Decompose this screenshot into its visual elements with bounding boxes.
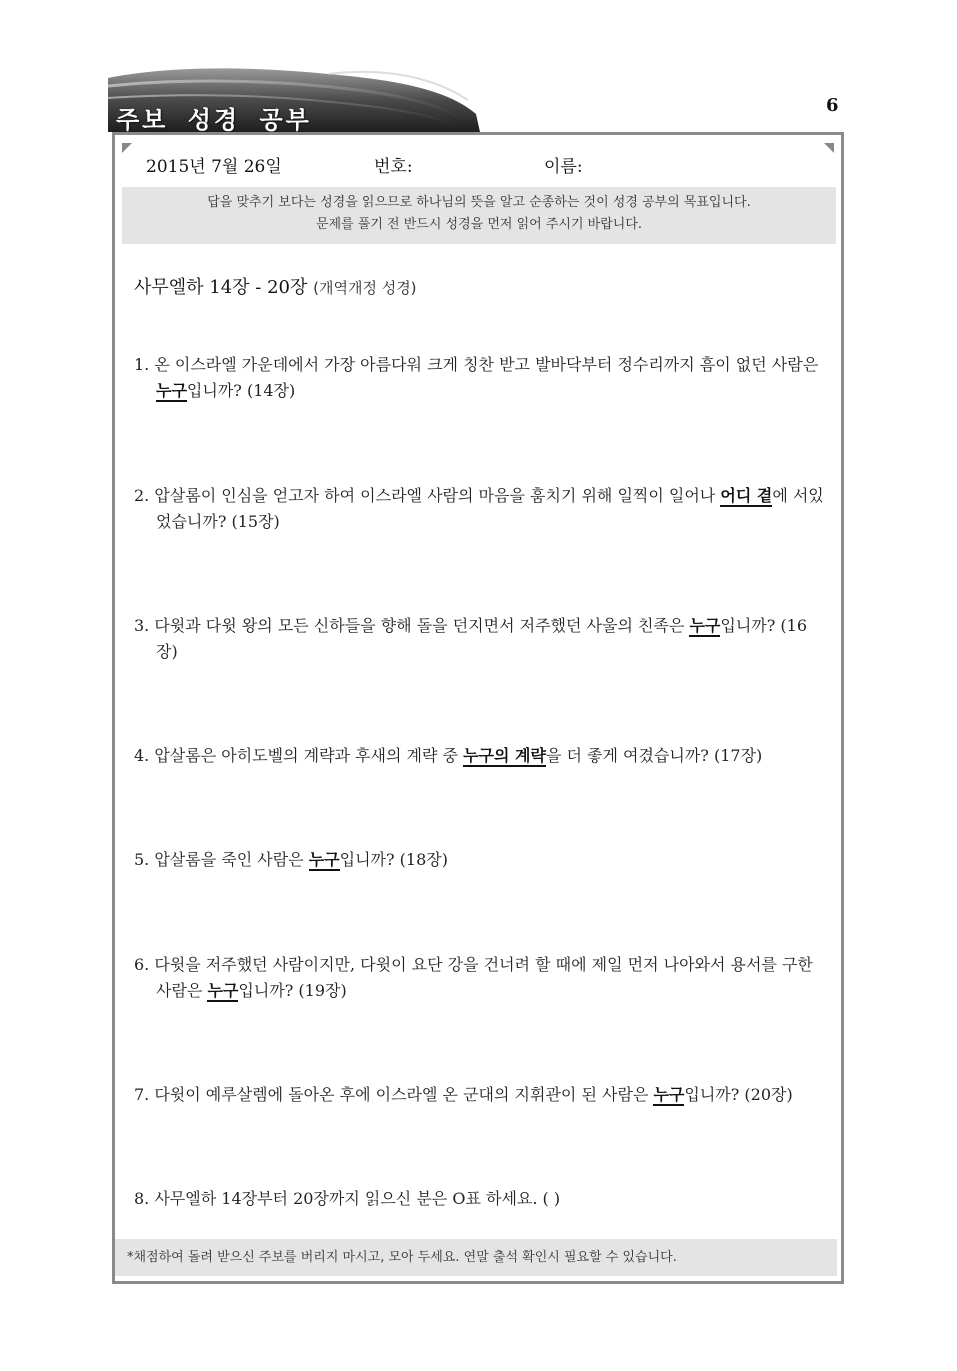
question-text: 4. 압살롬은 아히도벨의 계략과 후새의 계략 중 <box>134 746 464 765</box>
date-text: 2015년 7월 26일 <box>146 157 282 177</box>
question-text-end: 입니까? (19장) <box>238 981 347 1000</box>
question-keyword: 어디 곁 <box>720 486 773 505</box>
header-title: 주보 성경 공부 <box>116 106 312 134</box>
question-7 <box>134 1082 824 1108</box>
number-label: 번호: <box>374 157 413 177</box>
question-3 <box>134 613 824 665</box>
page-number: 6 <box>826 95 839 116</box>
corner-decoration-right <box>824 143 834 153</box>
question-text: 2. 압살롬이 인심을 얻고자 하여 이스라엘 사람의 마음을 훔치기 위해 일찍이 일어나 <box>134 486 721 505</box>
name-label: 이름: <box>544 157 583 177</box>
book-title-version: (개역개정 성경) <box>313 279 417 297</box>
question-keyword: 누구의 계략 <box>463 746 546 765</box>
question-4 <box>134 743 824 769</box>
question-keyword: 누구 <box>207 981 239 1000</box>
question-text: 8. 사무엘하 14장부터 20장까지 읽으신 분은 O표 하세요. ( ) <box>134 1189 561 1208</box>
question-text-end: 입니까? (18장) <box>339 850 448 869</box>
question-keyword: 누구 <box>308 850 340 869</box>
book-title <box>134 273 417 299</box>
question-keyword: 누구 <box>689 616 721 635</box>
question-text-end: 입니까? (16장) <box>156 616 807 661</box>
question-text-end: 입니까? (14장) <box>186 381 296 400</box>
question-text: 7. 다윗이 예루살렘에 돌아온 후에 이스라엘 온 군대의 지휘관이 된 사람은 <box>134 1085 654 1104</box>
question-text-end: 을 더 좋게 여겼습니까? (17장) <box>545 746 763 765</box>
content-frame <box>112 132 844 1284</box>
notice-line-2: 문제를 풀기 전 반드시 성경을 먼저 읽어 주시기 바랍니다. <box>315 217 643 232</box>
question-text: 1. 온 이스라엘 가운데에서 가장 아름다워 크게 칭찬 받고 발바닥부터 정수리까지 흠이 없던 사람은 <box>134 355 819 374</box>
question-8 <box>134 1186 824 1212</box>
question-keyword: 누구 <box>653 1085 685 1104</box>
question-text: 5. 압살롬을 죽인 사람은 <box>134 850 309 869</box>
question-2 <box>134 483 824 535</box>
question-6 <box>134 952 824 1004</box>
question-5 <box>134 847 824 873</box>
notice-line-1: 답을 맞추기 보다는 성경을 읽으므로 하나님의 뜻을 알고 순종하는 것이 성경 공부의 목표입니다. <box>207 195 751 210</box>
notice-box <box>122 187 836 244</box>
question-text: 6. 다윗을 저주했던 사람이지만, 다윗이 요단 강을 건너려 할 때에 제일 먼저 나아와서 용서를 구한 사람은 <box>134 955 813 1000</box>
question-text: 3. 다윗과 다윗 왕의 모든 신하들을 향해 돌을 던지면서 저주했던 사울의 친족은 <box>134 616 690 635</box>
question-text-end: 입니까? (20장) <box>684 1085 793 1104</box>
corner-decoration-left <box>122 143 132 153</box>
book-title-main: 사무엘하 14장 - 20장 <box>134 277 308 298</box>
footer-note: *채점하여 돌려 받으신 주보를 버리지 마시고, 모아 두세요. 연말 출석 확인시 필요할 수 있습니다. <box>115 1239 837 1276</box>
question-1 <box>134 352 824 404</box>
question-keyword: 누구 <box>156 381 187 400</box>
question-text-end: 에 서있었습니까? (15장) <box>156 486 824 531</box>
